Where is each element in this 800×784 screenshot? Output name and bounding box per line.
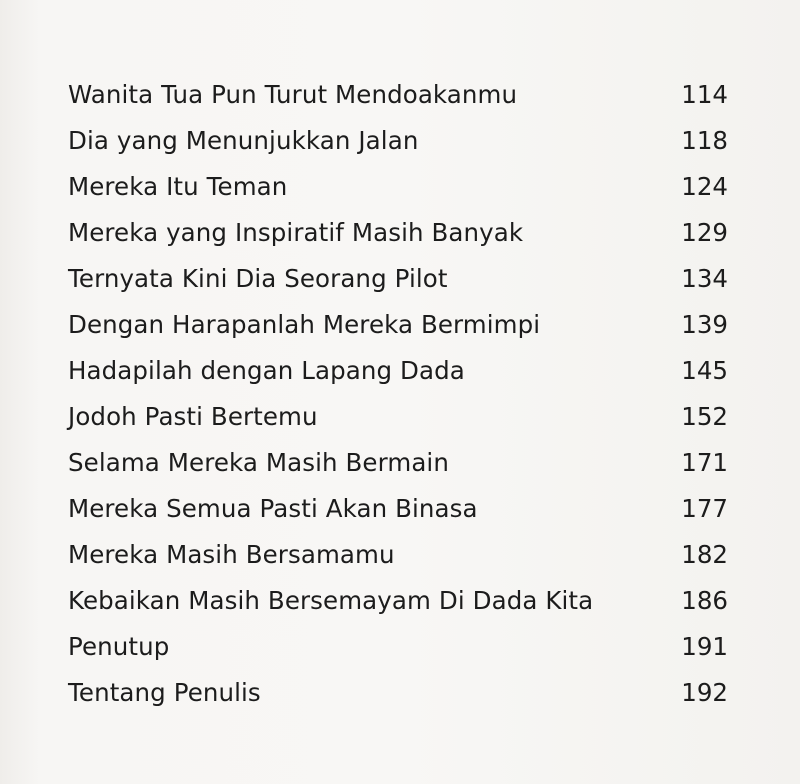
toc-entry	[68, 630, 728, 676]
toc-entry	[68, 216, 728, 262]
toc-entry	[68, 170, 728, 216]
toc-entry-page-number: 134	[681, 264, 728, 293]
toc-entry-title: Wanita Tua Pun Turut Mendoakanmu	[68, 80, 518, 109]
toc-entry-title: Tentang Penulis	[68, 678, 261, 707]
toc-entry	[68, 400, 728, 446]
toc-entry-page-number: 145	[681, 356, 728, 385]
toc-entry-page-number: 139	[681, 310, 728, 339]
toc-entry-title: Jodoh Pasti Bertemu	[68, 402, 318, 431]
toc-entry	[68, 124, 728, 170]
toc-entry-title: Mereka yang Inspiratif Masih Banyak	[68, 218, 524, 247]
toc-entry-title: Mereka Masih Bersamamu	[68, 540, 395, 569]
toc-entry-page-number: 171	[681, 448, 728, 477]
toc-entry	[68, 538, 728, 584]
toc-entry	[68, 308, 728, 354]
toc-entry	[68, 78, 728, 124]
toc-entry-page-number: 129	[681, 218, 728, 247]
toc-entry-page-number: 182	[681, 540, 728, 569]
toc-entry-page-number: 177	[681, 494, 728, 523]
toc-entry-title: Kebaikan Masih Bersemayam Di Dada Kita	[68, 586, 594, 615]
toc-entry-page-number: 114	[681, 80, 728, 109]
toc-entry-page-number: 152	[681, 402, 728, 431]
toc-entry-title: Mereka Itu Teman	[68, 172, 288, 201]
toc-entry-title: Penutup	[68, 632, 170, 661]
toc-entry-page-number: 124	[681, 172, 728, 201]
toc-entry	[68, 354, 728, 400]
toc-entry	[68, 492, 728, 538]
toc-entry-page-number: 118	[681, 126, 728, 155]
toc-entry	[68, 446, 728, 492]
toc-entry	[68, 676, 728, 722]
toc-entry-title: Dia yang Menunjukkan Jalan	[68, 126, 419, 155]
toc-entry-title: Hadapilah dengan Lapang Dada	[68, 356, 465, 385]
toc-entry-title: Mereka Semua Pasti Akan Binasa	[68, 494, 478, 523]
toc-entry-page-number: 191	[681, 632, 728, 661]
table-of-contents	[68, 78, 728, 722]
toc-entry-title: Selama Mereka Masih Bermain	[68, 448, 449, 477]
toc-entry-page-number: 192	[681, 678, 728, 707]
toc-entry-title: Dengan Harapanlah Mereka Bermimpi	[68, 310, 541, 339]
toc-entry-title: Ternyata Kini Dia Seorang Pilot	[68, 264, 448, 293]
toc-entry	[68, 262, 728, 308]
toc-entry-page-number: 186	[681, 586, 728, 615]
toc-entry	[68, 584, 728, 630]
